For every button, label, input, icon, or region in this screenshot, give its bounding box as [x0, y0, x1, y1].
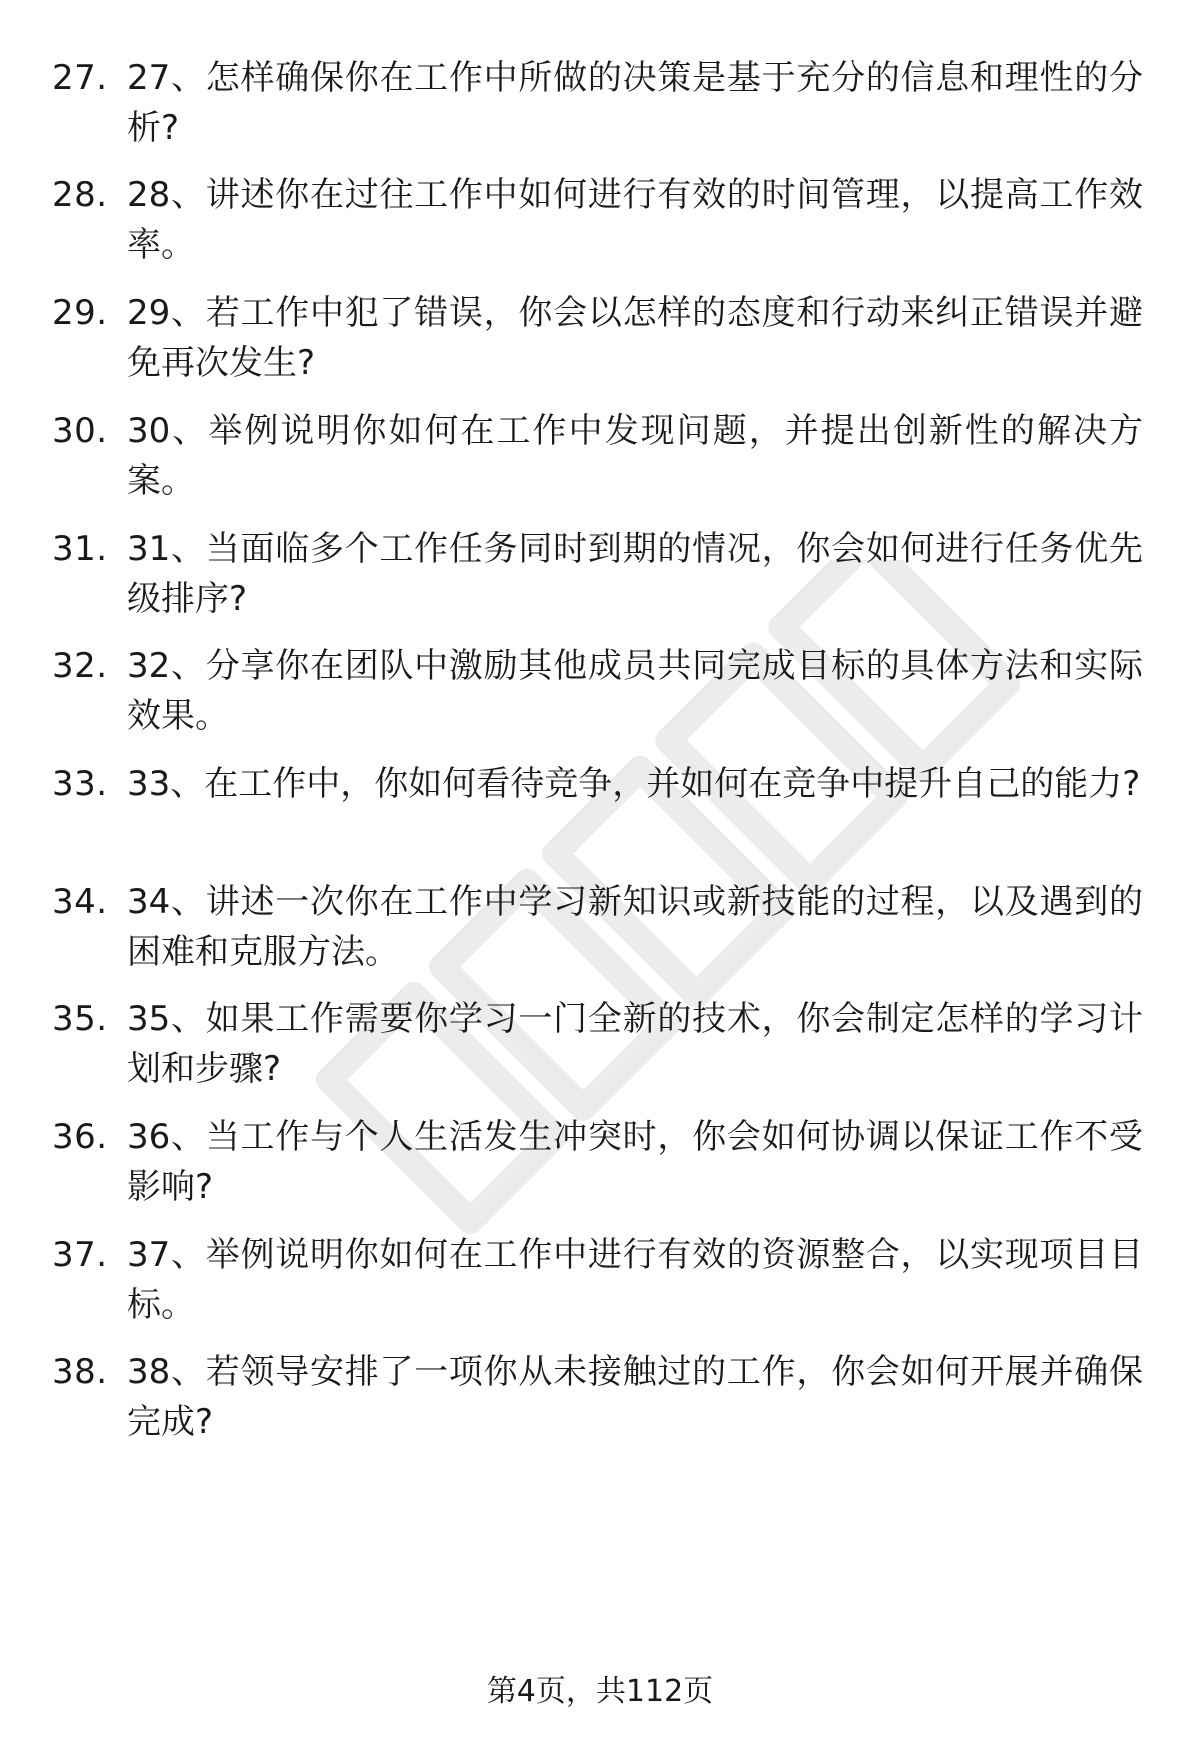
question-text: 34、讲述一次你在工作中学习新知识或新技能的过程，以及遇到的困难和克服方法。: [127, 882, 1143, 972]
question-number: 31.: [52, 529, 108, 569]
question-number: 29.: [52, 293, 108, 333]
question-number: 34.: [52, 882, 108, 922]
question-number: 37.: [52, 1235, 108, 1275]
list-item: [0, 641, 1200, 751]
question-text: 27、怎样确保你在工作中所做的决策是基于充分的信息和理性的分析?: [127, 58, 1143, 148]
list-item: [0, 406, 1200, 516]
question-number: 36.: [52, 1117, 108, 1157]
question-number: 38.: [52, 1352, 108, 1392]
list-item: [0, 524, 1200, 634]
list-item: [0, 1230, 1200, 1340]
list-item: [0, 1112, 1200, 1222]
list-item: [0, 877, 1200, 987]
question-text: 35、如果工作需要你学习一门全新的技术，你会制定怎样的学习计划和步骤?: [127, 999, 1143, 1089]
question-number: 27.: [52, 58, 108, 98]
page-footer: 第4页，共112页: [486, 1674, 714, 1709]
question-text: 33、在工作中，你如何看待竞争，并如何在竞争中提升自己的能力?: [127, 764, 1141, 804]
list-item: [0, 53, 1200, 163]
list-item: [0, 759, 1200, 869]
question-text: 38、若领导安排了一项你从未接触过的工作，你会如何开展并确保完成?: [127, 1352, 1143, 1442]
question-text: 29、若工作中犯了错误，你会以怎样的态度和行动来纠正错误并避免再次发生?: [127, 293, 1143, 383]
question-text: 28、讲述你在过往工作中如何进行有效的时间管理，以提高工作效率。: [127, 175, 1143, 265]
list-item: [0, 994, 1200, 1104]
list-item: [0, 288, 1200, 398]
question-text: 31、当面临多个工作任务同时到期的情况，你会如何进行任务优先级排序?: [127, 529, 1143, 619]
list-item: [0, 170, 1200, 280]
question-number: 30.: [52, 411, 108, 451]
question-text: 32、分享你在团队中激励其他成员共同完成目标的具体方法和实际效果。: [127, 646, 1143, 736]
question-number: 28.: [52, 175, 108, 215]
list-item: [0, 1347, 1200, 1457]
question-text: 30、举例说明你如何在工作中发现问题，并提出创新性的解决方案。: [127, 411, 1143, 501]
question-number: 35.: [52, 999, 108, 1039]
question-text: 36、当工作与个人生活发生冲突时，你会如何协调以保证工作不受影响?: [127, 1117, 1143, 1207]
question-number: 33.: [52, 764, 108, 804]
question-number: 32.: [52, 646, 108, 686]
question-text: 37、举例说明你如何在工作中进行有效的资源整合，以实现项目目标。: [127, 1235, 1143, 1325]
